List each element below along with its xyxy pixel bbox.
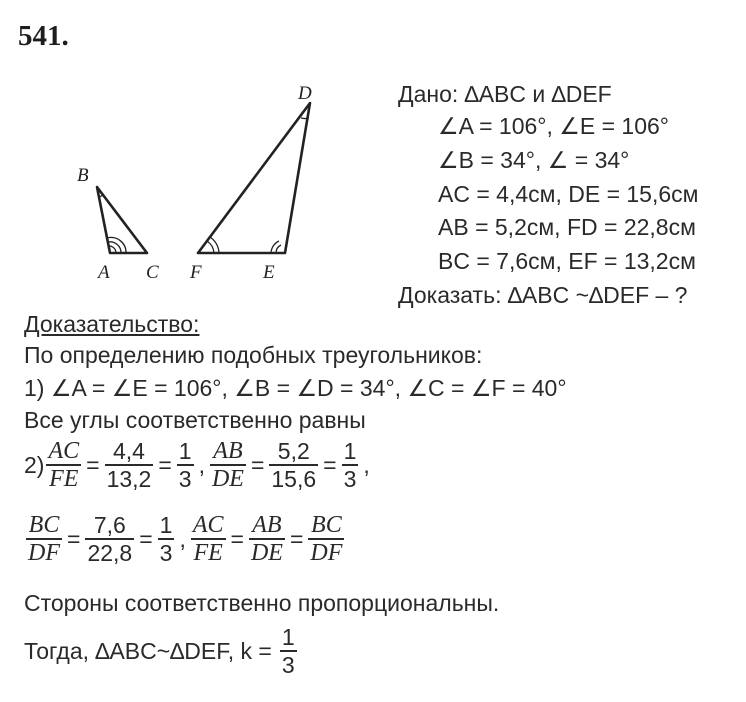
fraction: $\frac{1}{3}$ (159, 512, 173, 566)
k-fraction: $\frac{1}{3}$ (281, 624, 295, 678)
angle-d-arc (301, 118, 309, 119)
label-f: F (190, 262, 202, 283)
fraction: $\frac{AB}{DE}$ (250, 512, 283, 566)
label-d: D (298, 83, 312, 104)
fraction: $\frac{AB}{DE}$ (211, 438, 244, 492)
proof-intro: По определению подобных треугольников: (24, 342, 483, 368)
proof-heading: Доказательство: (24, 311, 200, 337)
problem-number: 541. (18, 20, 69, 52)
fraction: $\frac{AC}{FE}$ (192, 512, 224, 566)
given-line: AB = 5,2см, FD = 22,8см (438, 214, 696, 240)
fraction: $\frac{1}{3}$ (178, 438, 192, 492)
fraction: $\frac{BC}{DF}$ (310, 512, 343, 566)
step-2-label: 2) (24, 451, 45, 478)
label-e: E (263, 262, 275, 283)
proof-step-1: 1) ∠A = ∠E = 106°, ∠B = ∠D = 34°, ∠C = ∠F = 40° (24, 375, 567, 401)
fraction: $\frac{AC}{FE}$ (48, 438, 80, 492)
ratio-row-1: 2) $\frac{AC}{FE}$ = $\frac{4,4}{13,2}$ = $\frac{1}{3}$ , $\frac{AB}{DE}$ = $\frac{5,2}{15,6}$ = $\frac{1}{3}$ , (24, 438, 370, 492)
triangle-def (198, 103, 310, 253)
given-line: ∠A = 106°, ∠E = 106° (438, 113, 669, 139)
given-line: AC = 4,4см, DE = 15,6см (438, 181, 699, 207)
given-line: BC = 7,6см, EF = 13,2см (438, 248, 696, 274)
given-line: ∠B = 34°, ∠ = 34° (438, 147, 630, 173)
fraction: $\frac{7,6}{22,8}$ (87, 512, 133, 566)
fraction: $\frac{5,2}{15,6}$ (271, 438, 317, 492)
fraction: $\frac{1}{3}$ (343, 438, 357, 492)
conclusion (24, 624, 299, 678)
fraction: $\frac{4,4}{13,2}$ (106, 438, 152, 492)
ratio-row-2: $\frac{BC}{DF}$ = $\frac{7,6}{22,8}$ = $\frac{1}{3}$ , $\frac{AC}{FE}$ = $\frac{AB}{DE}$ = $\frac{BC}{DF}$ (28, 512, 343, 566)
angles-equal-text: Все углы соответственно равны (24, 407, 366, 433)
label-c: C (146, 262, 159, 283)
conclusion-text: Тогда, ∆ABC~∆DEF, k = (24, 637, 272, 664)
prove-statement: Доказать: ∆ABC ~∆DEF – ? (398, 282, 688, 308)
fraction: $\frac{BC}{DF}$ (28, 512, 60, 566)
given-title: Дано: ∆ABC и ∆DEF (398, 81, 612, 107)
sides-proportional-text: Стороны соответственно пропорциональны. (24, 590, 500, 616)
label-b: B (77, 165, 89, 186)
angle-f-arc-1 (207, 241, 214, 253)
label-a: A (98, 262, 110, 283)
